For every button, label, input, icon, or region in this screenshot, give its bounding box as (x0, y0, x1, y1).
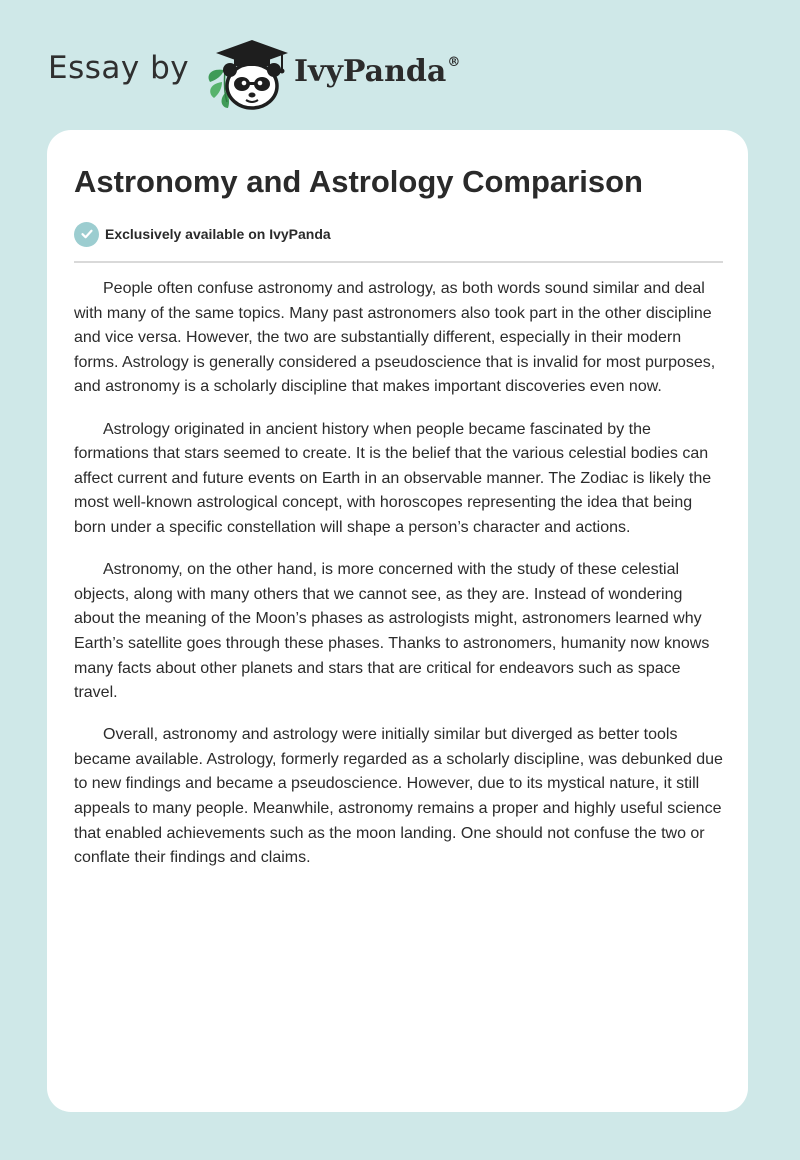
check-circle-icon (74, 222, 99, 247)
registered-mark: ® (447, 55, 461, 70)
essay-paragraph-3: Astronomy, on the other hand, is more concerned with the study of these celestial objects, along with many others that we cannot see, as they are. Instead of wondering about the meaning of the Moon’s phases as astrologists might, astronomers learned why Earth’s satellite goes through these phases. Thanks to astronomers, humanity now knows many facts about other planets and stars that are critical for endeavors such as space travel. (74, 561, 710, 702)
essay-paragraph-1: People often confuse astronomy and astrology, as both words sound similar and deal with many of the same topics. Many past astronomers also took part in the other discipline and vice versa. However, the two are substantially different, especially in their modern forms. Astrology is generally considered a pseudoscience that is invalid for most purposes, and astronomy is a scholarly discipline that makes important discoveries even now. (74, 280, 716, 396)
page-title: Astronomy and Astrology Comparison (74, 164, 643, 199)
panda-graduate-icon (202, 36, 290, 112)
essay-paragraph-4: Overall, astronomy and astrology were initially similar but diverged as better tools became available. Astrology, formerly regarded as a scholarly discipline, was debunked due to new findings and became a pseudoscience. However, due to its mystical nature, it still appeals to many people. Meanwhile, astronomy remains a proper and highly useful science that enabled achievements such as the moon landing. One should not confuse the two or conflate their findings and claims. (74, 726, 723, 867)
essay-by-label: Essay by (48, 50, 190, 86)
essay-card (47, 130, 748, 1112)
brand-name: IvyPanda (294, 54, 447, 89)
badge-label: Exclusively available on IvyPanda (105, 226, 331, 242)
essay-body (74, 277, 725, 888)
exclusive-badge (74, 221, 331, 247)
site-header (48, 34, 648, 114)
essay-paragraph-2: Astrology originated in ancient history when people became fascinated by the formations that stars seemed to create. It is the belief that the various celestial bodies can affect current and future events on Earth in an observable manner. The Zodiac is likely the most well-known astrological concept, with horoscopes representing the idea that being born under a specific constellation will shape a person’s character and actions. (74, 420, 712, 536)
title-divider (74, 261, 723, 263)
brand-logo-text[interactable] (294, 54, 460, 89)
